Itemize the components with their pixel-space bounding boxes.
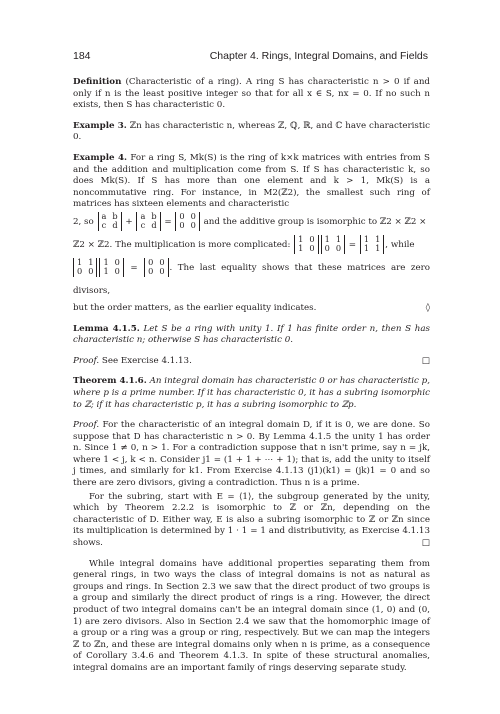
definition-label: Definition xyxy=(73,77,122,87)
lemma-proof-text: See Exercise 4.1.13. xyxy=(101,355,192,366)
after-sum-text: and the additive group is isomorphic to ℤ2 × ℤ2 × xyxy=(203,216,427,227)
example-4-label: Example 4. xyxy=(73,152,128,163)
matrix-zero-1: 0 0 0 0 xyxy=(175,212,199,231)
definition-paragraph xyxy=(73,77,430,112)
matrix-abcd-1: a b c d xyxy=(98,212,122,231)
matrix-zero-2: 0 0 0 0 xyxy=(144,258,168,277)
lemma-paragraph xyxy=(73,324,430,347)
theorem-text: An integral domain has characteristic 0 or has characteristic p, where p is a prime number. If it has characteristic 0, it has a subring isomorphic to ℤ; if it has characteristic p, it has a subring isomorphic to ℤp. xyxy=(73,376,431,410)
example-4-sum-line: 2, so a b c d + a b c d = 0 0 0 0 and the additive group is isomorphic to ℤ2 × ℤ2 × xyxy=(73,210,427,231)
matrix-1010-b: 1 0 1 0 xyxy=(99,258,123,277)
matrix-1100-b: 1 1 0 0 xyxy=(73,258,97,277)
theorem-paragraph xyxy=(73,376,430,411)
definition-title: (Characteristic of a ring). xyxy=(121,77,242,87)
lemma-proof-paragraph xyxy=(73,356,430,368)
example-4-end-line xyxy=(73,303,430,315)
definition-text: A ring S has characteristic n > 0 if and only if n is the least positive integer so that for all x ∈ S, nx = 0. If no such n exists, then S has characteristic 0. xyxy=(73,77,430,111)
example-4-text: For a ring S, Mk(S) is the ring of k×k matrices with entries from S and the addition and multiplication come from S. If S has characteristic k, so does Mk(S). If S has more than one element and k > 1, Mk(S) is a noncommutative ring. For instance, in M2(ℤ2), the smallest such ring of matrices has sixteen elements and characteristic xyxy=(73,152,430,210)
matrix-ones: 1 1 1 1 xyxy=(360,235,384,254)
so-text: 2, so xyxy=(73,216,94,227)
example-3-paragraph xyxy=(73,121,430,144)
zero-divisor-text: . The last equality shows that these matrices are zero divisors, xyxy=(73,262,430,296)
example-4-paragraph xyxy=(73,153,430,315)
lemma-text: Let S be a ring with unity 1. If 1 has finite order n, then S has characteristic n; otherwise S has characteristic 0. xyxy=(73,323,430,346)
matrix-1010-a: 1 0 1 0 xyxy=(294,235,318,254)
closing-paragraph xyxy=(73,559,430,675)
theorem-proof-paragraph-2 xyxy=(73,492,430,550)
example-3-text: ℤn has characteristic n, whereas ℤ, ℚ, ℝ, and ℂ have characteristic 0. xyxy=(73,120,431,143)
diamond-end-icon: ◊ xyxy=(425,302,430,313)
theorem-proof-label: Proof. xyxy=(73,420,100,431)
qed-square-icon: □ xyxy=(421,538,430,549)
example-4-product-line: ℤ2 × ℤ2. The multiplication is more complicated: 1 0 1 0 1 1 0 0 = 1 1 1 1 , while xyxy=(73,233,415,254)
example-4-end-text: but the order matters, as the earlier equality indicates. xyxy=(73,302,317,313)
theorem-proof-text-2: For the subring, start with E = ⟨1⟩, the subgroup generated by the unity, which by Theorem 2.2.2 is isomorphic to ℤ or ℤn, depending on the characteristic of D. Either way, E is also a subring isomorphic to ℤ or ℤn since its multiplication is determined by 1 · 1 = 1 and distributivity, as Exercise 4.1.13 shows. xyxy=(73,491,430,549)
chapter-title: Chapter 4. Rings, Integral Domains, and Fields xyxy=(209,50,428,62)
qed-square-icon: □ xyxy=(421,355,430,366)
matrix-abcd-2: a b c d xyxy=(136,212,160,231)
lemma-proof-label: Proof. xyxy=(73,355,100,366)
theorem-proof-paragraph xyxy=(73,420,430,490)
theorem-label: Theorem 4.1.6. xyxy=(73,376,147,387)
multiplication-text: ℤ2 × ℤ2. The multiplication is more complicated: xyxy=(73,239,291,250)
matrix-1100-a: 1 1 0 0 xyxy=(321,235,345,254)
while-text: , while xyxy=(385,239,415,250)
closing-text: While integral domains have additional properties separating them from general rings, in two ways the class of integral domains is not as natural as groups and rings. In Section 2.3 we saw that the direct product of two groups is a group and similarly the direct product of rings is a ring. However, the direct product of two integral domains can't be an integral domain since (1, 0) and (0, 1) are zero divisors. Also in Section 2.4 we saw that the homomorphic image of a group or a ring was a group or ring, respectively. But we can map the integers ℤ to ℤn, and these are integral domains only when n is prime, as a consequence of Corollary 3.4.6 and Theorem 4.1.3. In spite of these structural anomalies, integral domains are an important family of rings deserving separate study. xyxy=(73,558,430,673)
example-3-label: Example 3. xyxy=(73,120,127,131)
example-4-zero-divisor-line: 1 1 0 0 1 0 1 0 = 0 0 0 0 . The last equality shows that these matrices are zero divisors, xyxy=(73,256,430,296)
page-number: 184 xyxy=(73,50,91,62)
lemma-label: Lemma 4.1.5. xyxy=(73,323,140,334)
page-body xyxy=(73,77,430,684)
theorem-proof-text-1: For the characteristic of an integral domain D, if it is 0, we are done. So suppose that D has characteristic n > 0. By Lemma 4.1.5 the unity 1 has order n. Since 1 ≠ 0, n > 1. For a contradiction suppose that n isn't prime, say n = jk, where 1 < j, k < n. Consider j1 = (1 + 1 + ⋯ + 1); that is, add the unity to itself j times, and similarly for k1. From Exercise 4.1.13 (j1)(k1) = (jk)1 = 0 and so there are zero divisors, giving a contradiction. Thus n is a prime. xyxy=(73,420,430,489)
running-header xyxy=(73,50,428,62)
